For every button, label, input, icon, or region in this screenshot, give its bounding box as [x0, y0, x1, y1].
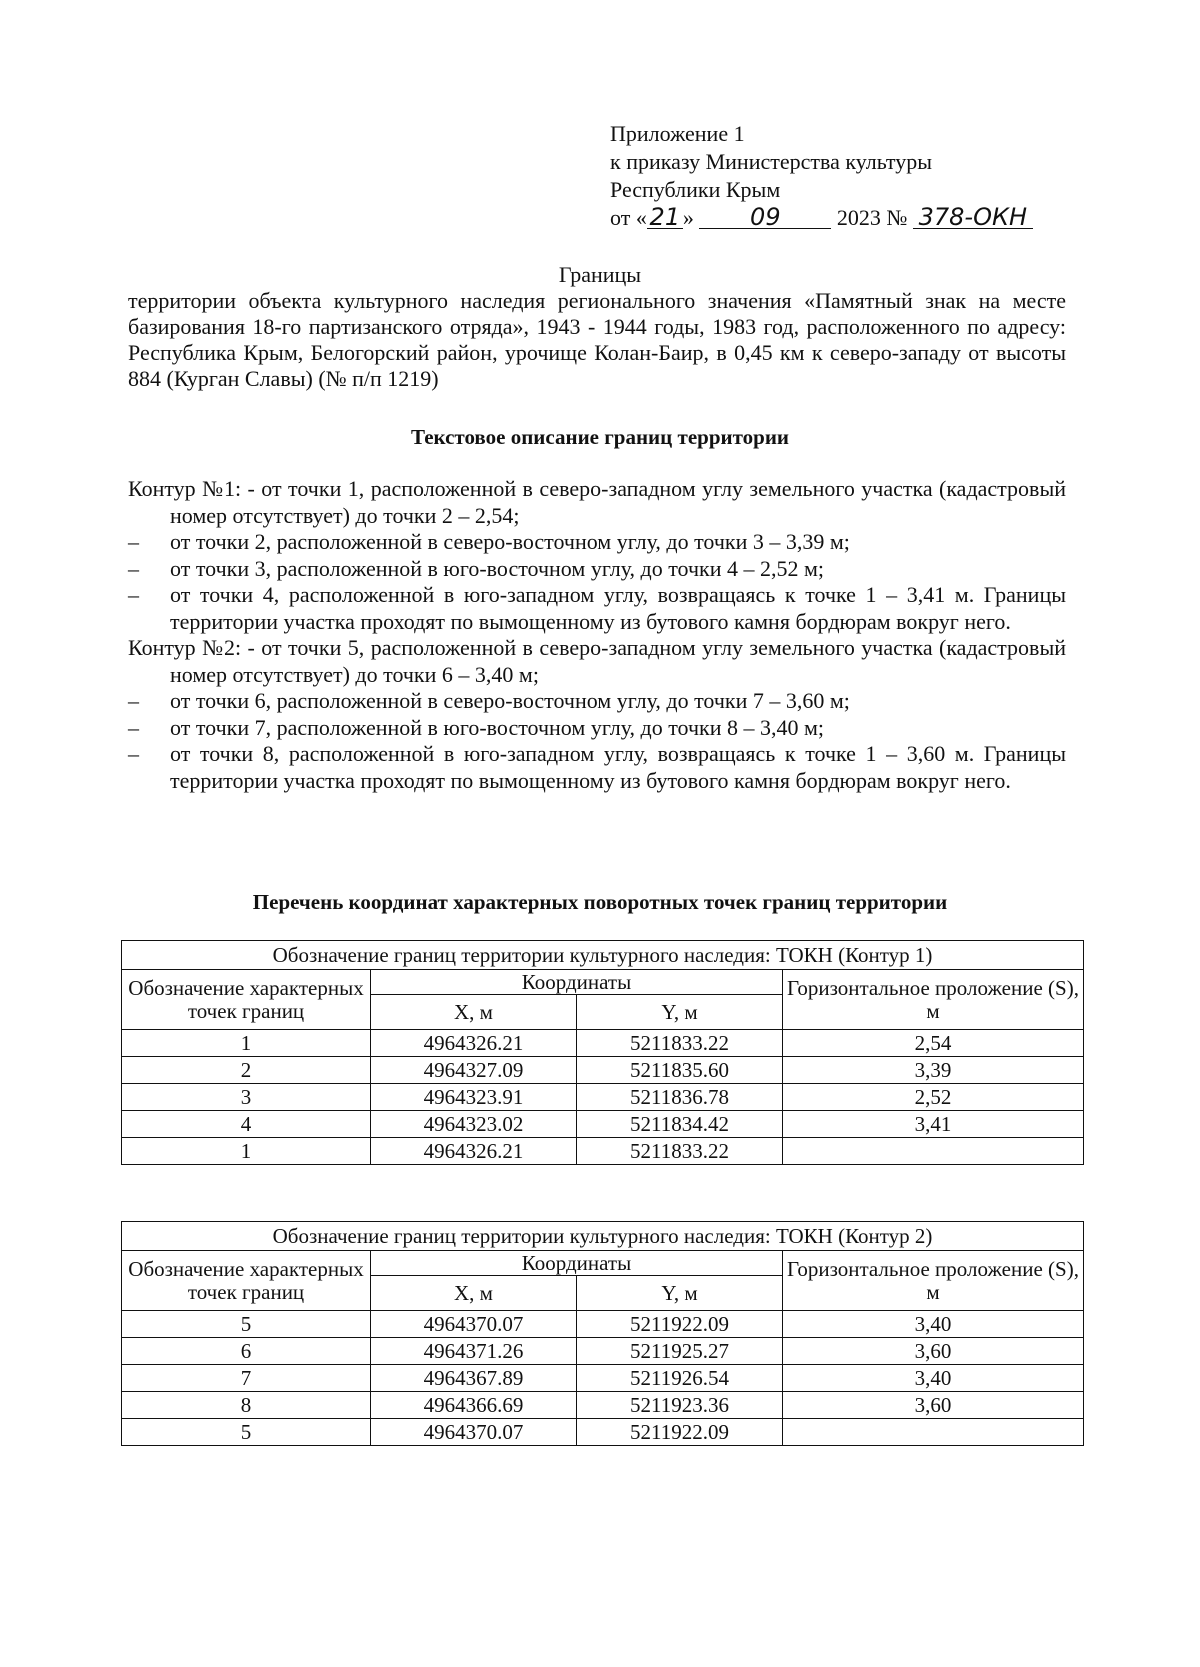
appendix-block	[610, 120, 1033, 232]
header-coordinates: Координаты	[371, 970, 783, 995]
cell-point: 8	[122, 1392, 371, 1419]
cell-x: 4964323.02	[371, 1111, 577, 1138]
coordinates-table-contour-2	[121, 1221, 1084, 1446]
cell-y: 5211925.27	[577, 1338, 783, 1365]
appendix-line-2: к приказу Министерства культуры	[610, 149, 933, 174]
cell-point: 7	[122, 1365, 371, 1392]
appendix-line-3: Республики Крым	[610, 177, 781, 202]
list-item	[128, 741, 1066, 794]
cell-x: 4964326.21	[371, 1138, 577, 1165]
header-x: X, м	[371, 995, 577, 1030]
date-prefix: от «	[610, 205, 647, 230]
contour-2-intro: Контур №2: - от точки 5, расположенной в северо-западном углу земельного участка (кадастровый номер отсутствует) до точки 6 – 3,40 м;	[128, 635, 1066, 687]
dash-marker: –	[128, 555, 139, 581]
cell-point: 6	[122, 1338, 371, 1365]
description-heading: Текстовое описание границ территории	[410, 425, 790, 449]
table-row	[122, 1311, 1084, 1338]
cell-x: 4964370.07	[371, 1419, 577, 1446]
cell-y: 5211922.09	[577, 1311, 783, 1338]
list-item	[128, 582, 1066, 635]
list-item	[128, 715, 1066, 742]
table-row	[122, 1392, 1084, 1419]
header-y: Y, м	[577, 995, 783, 1030]
cell-y: 5211922.09	[577, 1419, 783, 1446]
list-item	[128, 688, 1066, 715]
date-month: 09	[699, 206, 831, 229]
date-close-quote: »	[682, 205, 694, 230]
header-distance: Горизонтальное проложение (S), м	[783, 1251, 1084, 1311]
table-row	[122, 1111, 1084, 1138]
coordinates-table-contour-1	[121, 940, 1084, 1165]
header-distance: Горизонтальное проложение (S), м	[783, 970, 1084, 1030]
table-row	[122, 1338, 1084, 1365]
header-point: Обозначение характерных точек границ	[122, 1251, 371, 1311]
table-caption: Обозначение границ территории культурного наследия: ТОКН (Контур 1)	[122, 941, 1084, 970]
cell-point: 1	[122, 1030, 371, 1057]
list-item	[128, 556, 1066, 583]
cell-point: 2	[122, 1057, 371, 1084]
cell-distance: 3,41	[783, 1111, 1084, 1138]
cell-distance: 3,40	[783, 1365, 1084, 1392]
cell-y: 5211833.22	[577, 1030, 783, 1057]
table-caption: Обозначение границ территории культурного наследия: ТОКН (Контур 2)	[122, 1222, 1084, 1251]
cell-x: 4964371.26	[371, 1338, 577, 1365]
list-item-text: от точки 7, расположенной в юго-восточном углу, до точки 8 – 3,40 м;	[170, 714, 825, 740]
cell-distance: 3,60	[783, 1392, 1084, 1419]
cell-distance: 3,60	[783, 1338, 1084, 1365]
cell-x: 4964326.21	[371, 1030, 577, 1057]
cell-point: 5	[122, 1419, 371, 1446]
dash-marker: –	[128, 529, 139, 554]
cell-x: 4964323.91	[371, 1084, 577, 1111]
list-item-text: от точки 8, расположенной в юго-западном углу, возвращаясь к точке 1 – 3,60 м. Границы территории участка проходят по вымощенному из бутового камня бордюрам вокруг него.	[170, 741, 1066, 793]
dash-marker: –	[128, 582, 139, 607]
header-x: X, м	[371, 1276, 577, 1311]
cell-point: 3	[122, 1084, 371, 1111]
list-item	[128, 529, 1066, 556]
list-item-text: от точки 3, расположенной в юго-восточном углу, до точки 4 – 2,52 м;	[170, 555, 825, 581]
cell-distance: 3,40	[783, 1311, 1084, 1338]
cell-y: 5211926.54	[577, 1365, 783, 1392]
header-coordinates: Координаты	[371, 1251, 783, 1276]
dash-marker: –	[128, 688, 139, 713]
table-row	[122, 1084, 1084, 1111]
document-subtitle: территории объекта культурного наследия регионального значения «Памятный знак на месте базирования 18-го партизанского отряда», 1943 - 1944 годы, 1983 год, расположенного по адресу: Республика Крым, Белогорский район, урочище Колан-Баир, в 0,45 км к северо-западу от высоты 884 (Курган Славы) (№ п/п 1219)	[128, 288, 1066, 391]
cell-distance: 2,54	[783, 1030, 1084, 1057]
table-row	[122, 1138, 1084, 1165]
cell-point: 5	[122, 1311, 371, 1338]
document-title: Границы	[558, 262, 642, 287]
cell-x: 4964370.07	[371, 1311, 577, 1338]
cell-distance	[783, 1419, 1084, 1446]
cell-distance: 2,52	[783, 1084, 1084, 1111]
header-y: Y, м	[577, 1276, 783, 1311]
table-row	[122, 1030, 1084, 1057]
list-item-text: от точки 2, расположенной в северо-восточном углу, до точки 3 – 3,39 м;	[170, 529, 850, 554]
dash-marker: –	[128, 714, 139, 740]
header-point: Обозначение характерных точек границ	[122, 970, 371, 1030]
table-row	[122, 1419, 1084, 1446]
list-item-text: от точки 6, расположенной в северо-восточном углу, до точки 7 – 3,60 м;	[170, 688, 850, 713]
cell-y: 5211834.42	[577, 1111, 783, 1138]
order-number: 378-ОКН	[913, 206, 1033, 229]
appendix-line-1: Приложение 1	[610, 121, 745, 146]
cell-point: 4	[122, 1111, 371, 1138]
date-year: 2023 №	[836, 205, 908, 230]
contour-1-intro: Контур №1: - от точки 1, расположенной в северо-западном углу земельного участка (кадастровый номер отсутствует) до точки 2 – 2,54;	[128, 476, 1066, 528]
coordinates-heading: Перечень координат характерных поворотных точек границ территории	[252, 890, 948, 914]
cell-point: 1	[122, 1138, 371, 1165]
list-item-text: от точки 4, расположенной в юго-западном углу, возвращаясь к точке 1 – 3,41 м. Границы территории участка проходят по вымощенному из бутового камня бордюрам вокруг него.	[170, 582, 1066, 634]
cell-distance	[783, 1138, 1084, 1165]
cell-distance: 3,39	[783, 1057, 1084, 1084]
cell-x: 4964367.89	[371, 1365, 577, 1392]
cell-x: 4964327.09	[371, 1057, 577, 1084]
cell-y: 5211923.36	[577, 1392, 783, 1419]
cell-x: 4964366.69	[371, 1392, 577, 1419]
dash-marker: –	[128, 741, 139, 766]
boundary-description	[128, 476, 1066, 794]
table-row	[122, 1057, 1084, 1084]
cell-y: 5211835.60	[577, 1057, 783, 1084]
appendix-order-date	[610, 204, 1033, 232]
table-row	[122, 1365, 1084, 1392]
cell-y: 5211833.22	[577, 1138, 783, 1165]
date-day: 21	[647, 206, 683, 229]
cell-y: 5211836.78	[577, 1084, 783, 1111]
